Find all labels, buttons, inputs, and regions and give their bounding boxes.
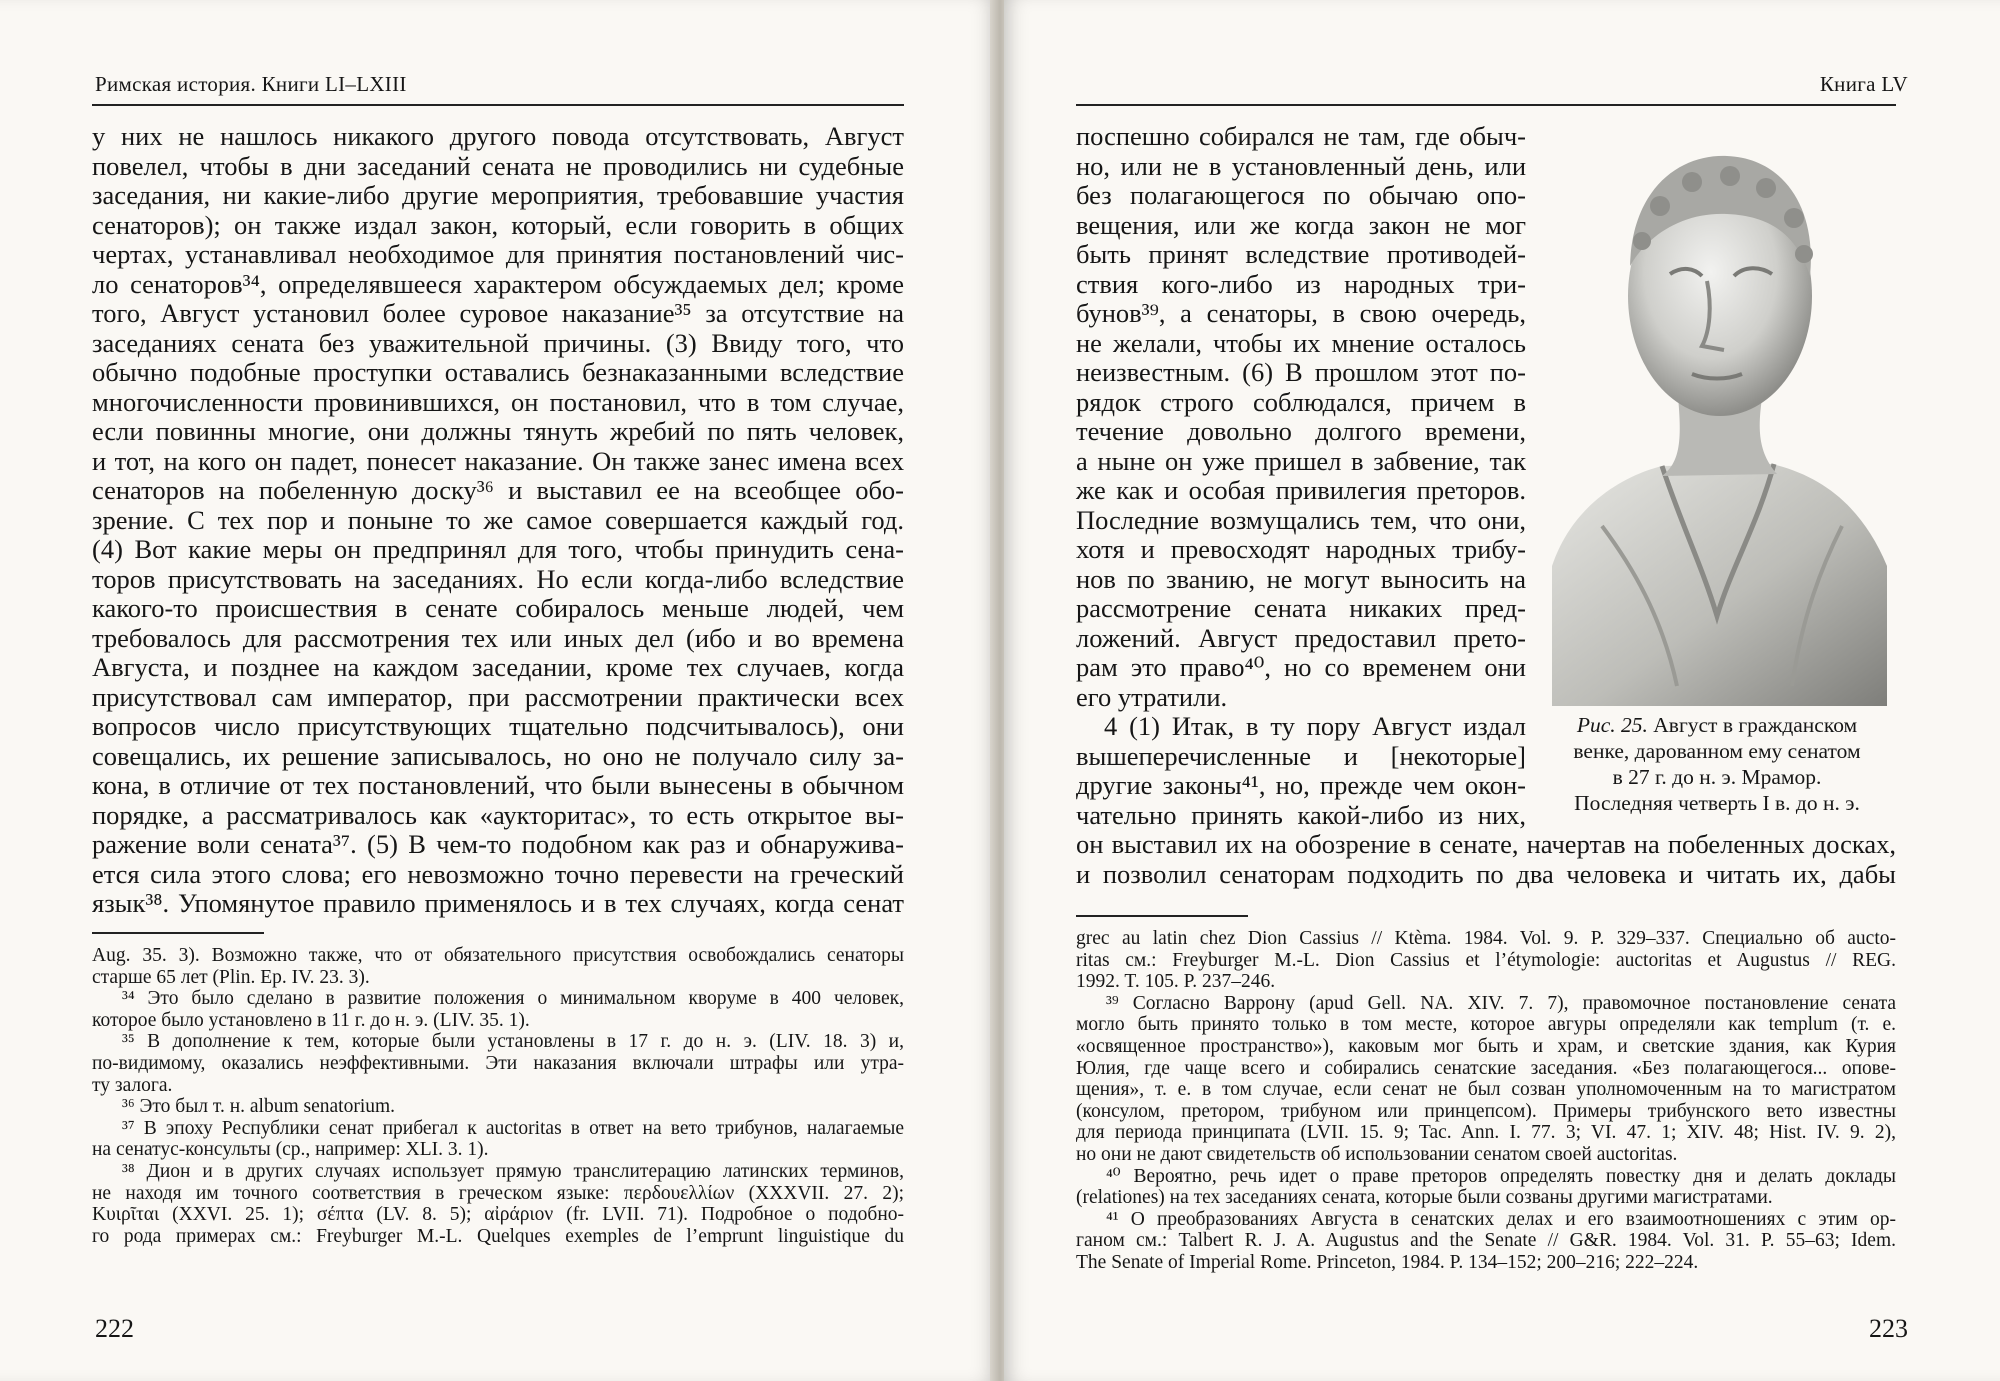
text-line: порядке, а рассматривалось как «аукторитас», то есть открытое вы-: [92, 799, 904, 830]
text-line: не желали, чтобы их мнение осталось: [1076, 327, 1526, 358]
text-line: и позволил сенаторам подходить по два человека и читать их, дабы: [1076, 858, 1896, 889]
text-line: вещения, или же когда закон не мог: [1076, 209, 1526, 240]
text-line: рассмотрение сената никаких пред-: [1076, 593, 1526, 623]
text-line: кона, в отличие от тех постановлений, что были вынесены в обычном: [92, 770, 904, 800]
text-line: рядок строго соблюдался, причем в: [1076, 386, 1526, 417]
text-line: течение довольно долгого времени,: [1076, 416, 1526, 446]
footnote-line: го рода примерах см.: Freyburger M.-L. Quelques exemples de l’emprunt linguistique du: [92, 1225, 904, 1247]
text-line: заседания, ни какие-либо другие мероприятия, требовавшие участия: [92, 180, 904, 210]
footnote-line: grec au latin chez Dion Cassius // Ktèma. 1984. Vol. 9. P. 329–337. Специально об auctо-: [1076, 928, 1896, 949]
text-line: ствия кого-либо из народных три-: [1076, 268, 1526, 299]
footnote-line: 1992. T. 105. P. 237–246.: [1076, 971, 1276, 993]
text-line: язык³⁸. Упомянутое правило применялось и в тех случаях, когда сенат: [92, 888, 904, 918]
figure-number: Рис. 25.: [1576, 713, 1648, 737]
right-body-text-narrow: [1076, 122, 1526, 830]
text-line: неизвестным. (6) В прошлом этот по-: [1076, 357, 1526, 387]
text-line: повелел, чтобы в дни заседаний сената не проводились ни судебные: [92, 150, 904, 181]
text-line: Последние возмущались тем, что они,: [1076, 504, 1526, 535]
text-line: вопросов число присутствующих тщательно подсчитывалось), они: [92, 711, 904, 741]
text-line: ложений. Август предоставил прето-: [1076, 622, 1526, 653]
footnote-line: ганом см.: Talbert R. J. A. Augustus and the Senate // G&R. 1984. Vol. 31. P. 55–63; Idem.: [1076, 1230, 1896, 1252]
footnote-line: (консулом, претором, трибуном или принцепсом). Примеры трибунского вето известны: [1076, 1100, 1896, 1122]
text-line: но, или не в установленный день, или: [1076, 150, 1526, 181]
right-footnote-rule: [1076, 915, 1248, 917]
right-body-text-wide: [1076, 830, 1896, 889]
text-line: быть принят вследствие противодей-: [1076, 239, 1526, 269]
footnote-line: ³⁶ Это был т. н. album senatorium.: [122, 1096, 396, 1118]
text-line: он выставил их на обозрение в сенате, начертав на побеленных досках,: [1076, 829, 1896, 859]
footnote-line: но они не дают свидетельств об использовании сенатом своей auctoritas.: [1076, 1143, 1678, 1165]
footnote-line: ³⁸ Дион и в других случаях использует прямую транслитерацию латинских терминов,: [122, 1160, 904, 1182]
text-line: сенаторов); он также издал закон, который, если говорить в общих: [92, 209, 904, 240]
footnote-line: ³⁵ В дополнение к тем, которые были установлены в 17 г. до н. э. (LIV. 18. 3) и,: [122, 1031, 904, 1053]
text-line: чертах, устанавливал необходимое для принятия постановлений чис-: [92, 239, 904, 269]
left-running-head: Римская история. Книги LI–LXIII: [95, 72, 407, 96]
footnote-line: на сенатус-консульты (ср., например: XLI. 3. 1).: [92, 1139, 489, 1161]
text-line: чательно принять какой-либо из них,: [1076, 799, 1526, 830]
right-running-head: Книга LV: [1819, 72, 1908, 96]
text-line: требовалось для рассмотрения тех или иных дел (ибо и во времена: [92, 622, 904, 653]
caption-line: [1534, 712, 1900, 738]
text-line: рам это право⁴⁰, но со временем они: [1076, 652, 1526, 682]
text-line: 4 (1) Итак, в ту пору Август издал: [1104, 711, 1526, 741]
text-line: вышеперечисленные и [некоторые]: [1076, 740, 1526, 771]
text-line: же как и особая привилегия преторов.: [1076, 475, 1526, 505]
caption-line: в 27 г. до н. э. Мрамор.: [1612, 765, 1822, 789]
text-line: какого-то происшествия в сенате собиралось меньше людей, чем: [92, 593, 904, 623]
footnote-line: Κυιρῖται (XXVI. 25. 1); σέπτα (LV. 8. 5); αἰράριον (fr. LVII. 71). Подробное о подобно-: [92, 1204, 904, 1226]
text-line: того, Август установил более суровое наказание³⁵ за отсутствие на: [92, 298, 904, 328]
footnote-line: щения», т. е. в том случае, если сенат не был созван уполномоченным на то магистратом: [1076, 1079, 1896, 1101]
left-page-number: 222: [95, 1314, 134, 1343]
footnote-line: для периода принципата (LVII. 15. 9; Tac. Ann. I. 77. 3; VI. 47. 1; XIV. 48; Hist. IV. 9. 2),: [1076, 1122, 1896, 1144]
caption-line: венке, дарованном ему сенатом: [1573, 739, 1861, 763]
text-line: бунов³⁹, а сенаторы, в свою очередь,: [1076, 298, 1526, 328]
text-line: многочисленности провинившихся, он постановил, что в том случае,: [92, 386, 904, 417]
text-line: поспешно собирался не там, где обыч-: [1076, 121, 1526, 151]
text-line: Августа, и позднее на каждом заседании, кроме тех случаев, когда: [92, 652, 904, 682]
left-footnotes: [92, 945, 904, 1247]
footnote-line: ⁴⁰ Вероятно, речь идет о праве преторов определять повестку дня и делать доклады: [1106, 1165, 1896, 1187]
footnote-line: по-видимому, оказались неэффективными. Эти наказания включали штрафы или утра-: [92, 1052, 904, 1074]
footnote-line: ³⁷ В эпоху Республики сенат прибегал к auctoritas в ответ на вето трибунов, налагаемые: [122, 1117, 904, 1139]
footnote-line: ту залога.: [92, 1074, 173, 1096]
text-line: нов по званию, не могут выносить на: [1076, 563, 1526, 594]
figure-caption: [1534, 712, 1900, 816]
left-header-rule: [92, 104, 904, 106]
right-footnotes: [1076, 928, 1896, 1274]
footnote-line: которое было установлено в 11 г. до н. э. (LIV. 35. 1).: [92, 1009, 530, 1031]
text-line: хотя и превосходят народных трибу-: [1076, 534, 1526, 564]
augustus-bust-image: [1542, 146, 1894, 706]
footnote-line: ritas см.: Freyburger M.-L. Dion Cassius et l’étymologie: auctoritas et Augustus // REG.: [1076, 949, 1896, 971]
text-line: обычно подобные проступки оставались безнаказанными вследствие: [92, 357, 904, 387]
text-line: (4) Вот какие меры он предпринял для того, чтобы принудить сена-: [92, 534, 904, 564]
footnote-line: Юлия, где чаще всего и собирались сенатские заседания. «Без полагающегося... опове-: [1076, 1057, 1896, 1079]
text-line: другие законы⁴¹, но, прежде чем окон-: [1076, 770, 1526, 800]
text-line: ло сенаторов³⁴, определявшееся характером обсуждаемых дел; кроме: [92, 268, 904, 299]
text-line: совещались, их решение записывалось, но оно не получало силу за-: [92, 740, 904, 771]
text-line: у них не нашлось никакого другого повода отсутствовать, Август: [92, 121, 904, 151]
right-header-rule: [1076, 104, 1896, 106]
footnote-line: ³⁹ Согласно Варрону (apud Gell. NA. XIV. 7. 7), правомочное постановление сената: [1106, 992, 1896, 1014]
footnote-line: ³⁴ Это было сделано в развитие положения о минимальном кворуме в 400 человек,: [122, 988, 904, 1010]
text-line: и тот, на кого он падет, понесет наказание. Он также занес имена всех: [92, 445, 904, 476]
left-page: [0, 0, 996, 1381]
text-line: присутствовал сам император, при рассмотрении практически всех: [92, 681, 904, 712]
text-line: ется сила этого слова; его невозможно точно перевести на греческий: [92, 858, 904, 889]
text-line: его утратили.: [1076, 681, 1228, 712]
left-footnote-rule: [92, 932, 264, 934]
text-line: если повинны многие, они должны тянуть жребий по пять человек,: [92, 416, 904, 446]
footnote-line: ⁴¹ О преобразованиях Августа в сенатских делах и его взаимоотношениях с этим ор-: [1106, 1208, 1896, 1230]
footnote-line: могло быть принято только в том месте, которое авгуры определяли как templum (т. е.: [1076, 1014, 1896, 1036]
text-line: сенаторов на побеленную доску³⁶ и выставил ее на всеобщее обо-: [92, 475, 904, 505]
footnote-line: The Senate of Imperial Rome. Princeton, 1984. P. 134–152; 200–216; 222–224.: [1076, 1251, 1699, 1273]
text-line: а ныне он уже пришел в забвение, так: [1076, 445, 1526, 476]
footnote-line: старше 65 лет (Plin. Ep. IV. 23. 3).: [92, 966, 370, 988]
footnote-line: Aug. 35. 3). Возможно также, что от обязательного присутствия освобождались сенаторы: [92, 945, 904, 966]
text-line: зрение. С тех пор и поныне то же самое совершается каждый год.: [92, 504, 904, 535]
right-page-number: 223: [1869, 1314, 1908, 1343]
footnote-line: (relationes) на тех заседаниях сената, которые были созваны другими магистратами.: [1076, 1187, 1773, 1209]
caption-text: Август в гражданском: [1653, 713, 1858, 737]
right-page: [1004, 0, 2000, 1381]
footnote-line: не находя им точного соответствия в греческом языке: περδουελλίων (XXXVII. 27. 2);: [92, 1182, 904, 1204]
text-line: торов присутствовать на заседаниях. Но если когда-либо вследствие: [92, 563, 904, 594]
left-body-text: [92, 122, 904, 919]
text-line: ражение воли сената³⁷. (5) В чем-то подобном как раз и обнаружива-: [92, 829, 904, 859]
footnote-line: «освященное пространство»), каковым мог быть и храм, и светские здания, как Курия: [1076, 1035, 1896, 1057]
text-line: без полагающегося по обычаю опо-: [1076, 180, 1526, 210]
caption-line: Последняя четверть I в. до н. э.: [1574, 791, 1860, 815]
text-line: заседаниях сената без уважительной причины. (3) Ввиду того, что: [92, 327, 904, 358]
